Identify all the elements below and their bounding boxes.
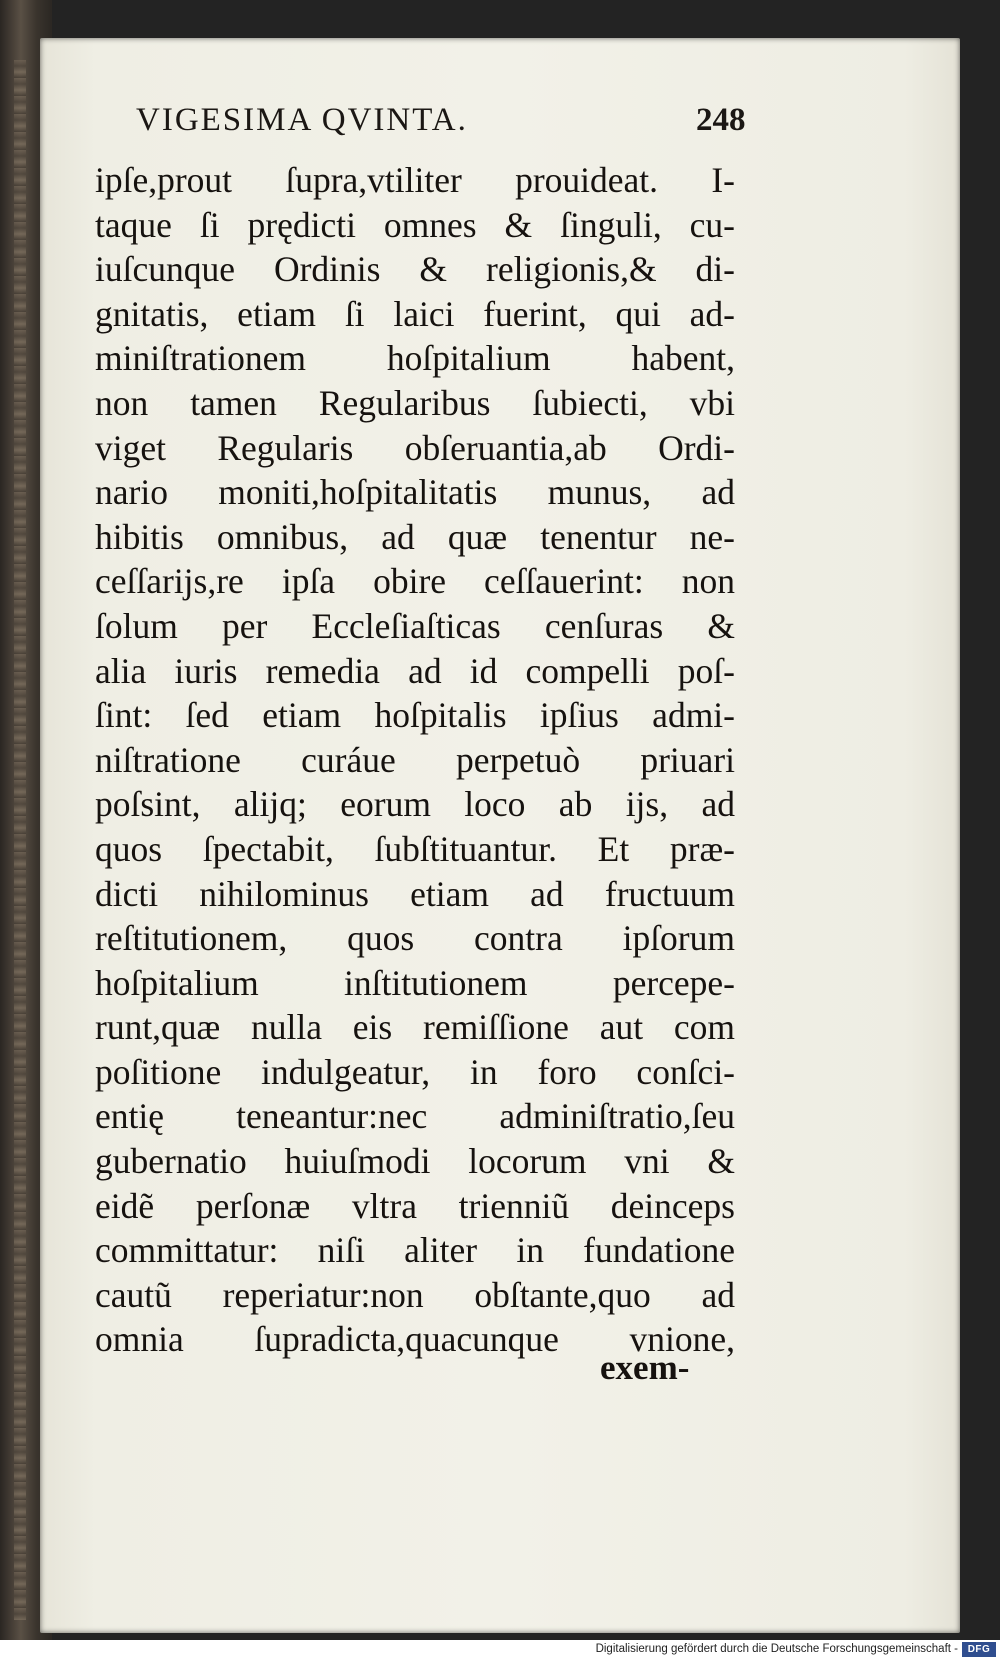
body-text	[95, 158, 735, 1362]
text-line: hoſpitalium inſtitutionem percepe-	[95, 962, 735, 1003]
text-line: gubernatio huiuſmodi locorum vni &	[95, 1141, 735, 1182]
running-head-title: VIGESIMA QVINTA.	[136, 102, 468, 138]
text-line: alia iuris remedia ad id compelli poſ-	[95, 650, 735, 691]
page-content	[40, 38, 960, 1633]
running-head	[136, 98, 776, 146]
text-line: runt,quæ nulla eis remiſſione aut com	[95, 1007, 735, 1048]
text-line: taque ſi prędicti omnes & ſinguli, cu-	[95, 204, 735, 245]
text-line: nario moniti,hoſpitalitatis munus, ad	[95, 472, 735, 513]
text-line: omnia ſupradicta,quacunque vnione,	[95, 1319, 735, 1360]
text-line: non tamen Regularibus ſubiecti, vbi	[95, 382, 735, 423]
text-line: poſsint, alijq; eorum loco ab ijs, ad	[95, 784, 735, 825]
text-line: quos ſpectabit, ſubſtituantur. Et præ-	[95, 828, 735, 869]
text-line: niſtratione curáue perpetuò priuari	[95, 739, 735, 780]
text-line: ceſſarijs,re ipſa obire ceſſauerint: non	[95, 561, 735, 602]
text-line: miniſtrationem hoſpitalium habent,	[95, 338, 735, 379]
dfg-logo: DFG	[962, 1642, 996, 1657]
page-number: 248	[696, 102, 746, 138]
text-line: ipſe,prout ſupra,vtiliter prouideat. I-	[95, 160, 735, 200]
text-line: ſint: ſed etiam hoſpitalis ipſius admi-	[95, 695, 735, 736]
text-line: viget Regularis obſeruantia,ab Ordi-	[95, 427, 735, 468]
catchword: exem-	[600, 1348, 690, 1387]
text-line: dicti nihilominus etiam ad fructuum	[95, 873, 735, 914]
text-line: cautũ reperiatur:non obſtante,quo ad	[95, 1274, 735, 1315]
text-line: gnitatis, etiam ſi laici fuerint, qui ad-	[95, 293, 735, 334]
text-line: reſtitutionem, quos contra ipſorum	[95, 918, 735, 959]
text-line: hibitis omnibus, ad quæ tenentur ne-	[95, 516, 735, 557]
digitization-credit: Digitalisierung gefördert durch die Deutsche Forschungsgemeinschaft -	[595, 1643, 958, 1655]
text-line: ſolum per Eccleſiaſticas cenſuras &	[95, 605, 735, 646]
text-line: poſitione indulgeatur, in foro conſci-	[95, 1051, 735, 1092]
book-page	[40, 38, 960, 1633]
text-line: entię teneantur:nec adminiſtratio,ſeu	[95, 1096, 735, 1137]
text-line: eidẽ perſonæ vltra trienniũ deinceps	[95, 1185, 735, 1226]
text-line: committatur: niſi aliter in fundatione	[95, 1230, 735, 1271]
text-line: iuſcunque Ordinis & religionis,& di-	[95, 249, 735, 290]
